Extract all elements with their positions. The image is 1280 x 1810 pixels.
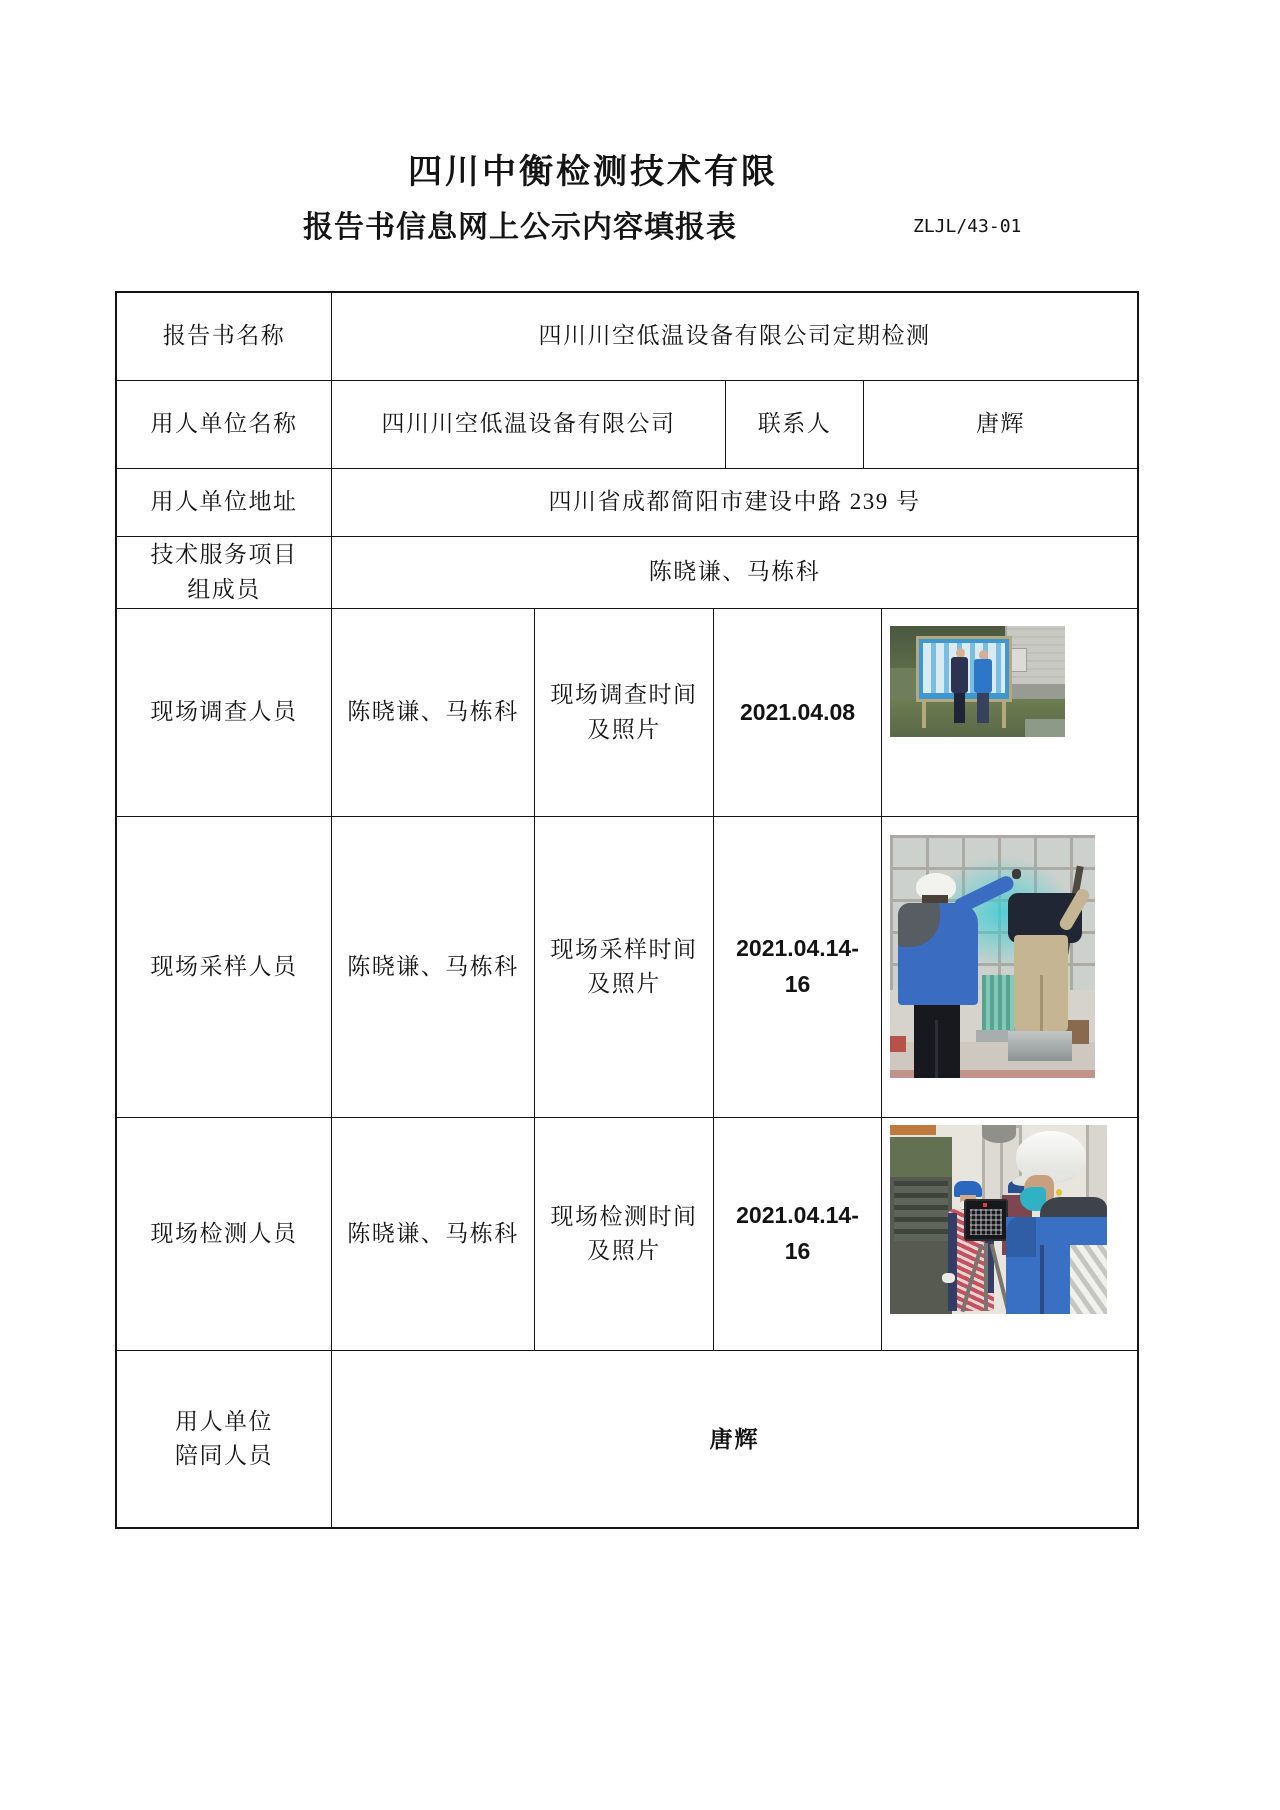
table-row-escort [117,1351,1137,1527]
person-left-torso [951,657,968,693]
employer-address-value: 四川省成都简阳市建设中路 239 号 [548,489,921,515]
board-leg-left [922,700,926,728]
survey-personnel-label: 现场调查人员 [117,609,332,816]
table-row-survey [117,609,1137,817]
table-row-report-name [117,293,1137,381]
front-person-earplug [1056,1189,1062,1196]
report-name-value: 四川川空低温设备有限公司定期检测 [538,323,931,349]
survey-photo [890,626,1065,737]
escort-label [117,1351,332,1527]
sampling-time-label [535,817,714,1117]
metal-box-step [1008,1031,1072,1061]
sampling-photo-cell [882,817,1137,1117]
team-label-line2: 组成员 [187,576,261,602]
team-label [117,537,332,608]
front-person-shoulder-fold [1006,1217,1036,1257]
testing-personnel-value: 陈晓谦、马栋科 [332,1118,535,1350]
table-row-team [117,537,1137,609]
ceiling-fan [982,1125,1016,1143]
company-title: 四川中衡检测技术有限 [408,153,778,191]
contact-name-value: 唐辉 [976,411,1025,437]
survey-time-label-line2: 及照片 [587,716,661,742]
tripod-leg-center [984,1243,988,1311]
testing-photo-cell [882,1118,1137,1350]
survey-date: 2021.04.08 [714,609,882,816]
employer-name-value: 四川川空低温设备有限公司 [332,381,726,468]
sampling-personnel-label: 现场采样人员 [117,817,332,1117]
testing-personnel-label: 现场检测人员 [117,1118,332,1350]
mid-person-glove [942,1273,955,1283]
machinery-top [890,1137,952,1177]
testing-time-label-line2: 及照片 [587,1238,661,1263]
sampling-date: 2021.04.14-16 [714,817,882,1117]
person-right-torso [974,659,992,693]
team-label-line1: 技术服务项目 [150,542,298,567]
building-ledge [1007,684,1065,700]
instrument-red-dot [983,1203,987,1207]
report-name-label: 报告书名称 [117,293,332,380]
sampling-time-label-line1: 现场采样时间 [550,936,698,962]
front-person-zipper [1040,1245,1044,1314]
testing-time-label-line1: 现场检测时间 [550,1203,698,1229]
form-code: ZLJL/43-01 [913,216,1022,237]
testing-time-label [535,1118,714,1350]
escort-label-line2: 陪同人员 [175,1443,273,1468]
red-object [890,1036,906,1052]
testing-date: 2021.04.14-16 [714,1118,882,1350]
khaki-person-leg-shade [1040,975,1043,1031]
sampling-personnel-value: 陈晓谦、马栋科 [332,817,535,1117]
contact-label: 联系人 [726,381,864,468]
escort-label-line1: 用人单位 [175,1408,273,1434]
pipes-stack [1070,1245,1107,1314]
instrument-lights [970,1209,1002,1235]
escort-value: 唐辉 [709,1425,760,1452]
person-left-legs [954,693,965,723]
sampling-photo [890,835,1095,1078]
testing-photo [890,1125,1107,1314]
blue-person-leg-gap [935,1020,938,1078]
table-row-testing [117,1118,1137,1351]
board-leg-right [1002,700,1006,728]
survey-personnel-value: 陈晓谦、马栋科 [332,609,535,816]
mid-person-vest-left [948,1213,957,1311]
survey-time-label-line1: 现场调查时间 [550,682,698,707]
employer-address-label: 用人单位地址 [117,469,332,536]
sampling-time-label-line2: 及照片 [587,971,661,996]
survey-time-label [535,609,714,816]
form-title: 报告书信息网上公示内容填报表 [303,211,737,244]
crane-beam [890,1125,936,1135]
team-members-value: 陈晓谦、马栋科 [648,559,821,585]
machinery-slots [894,1181,948,1241]
table-row-employer [117,381,1137,469]
blue-person-hand [1012,869,1021,879]
path [1025,719,1065,737]
employer-name-label: 用人单位名称 [117,381,332,468]
survey-photo-cell [882,609,1137,816]
report-form-table [115,291,1139,1529]
table-row-sampling [117,817,1137,1118]
table-row-address [117,469,1137,537]
person-right-legs [977,693,989,723]
